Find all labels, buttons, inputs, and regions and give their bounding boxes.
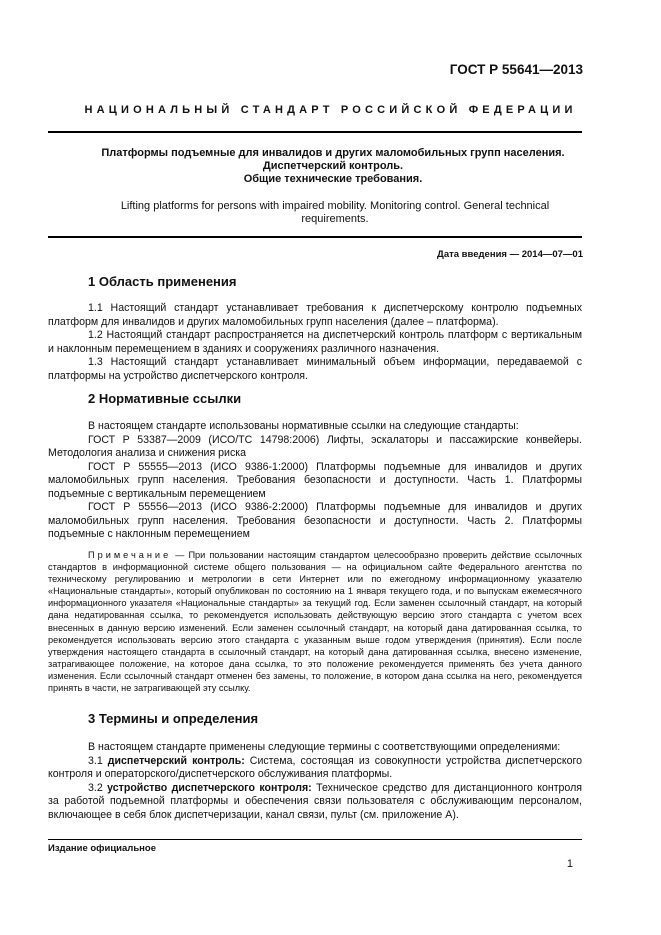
- term-3-1-number: 3.1: [88, 754, 108, 767]
- title-ru-line-3: Общие технические требования.: [243, 173, 423, 185]
- section-2-heading: 2 Нормативные ссылки: [88, 391, 242, 406]
- clause-1-2: 1.2 Настоящий стандарт распространяется на диспетчерский контроль платформ с вертикальным и наклонным перемещением в зданиях и сооружениях различного назначения.: [48, 329, 582, 355]
- title-english: [90, 200, 580, 226]
- section-3-body: [48, 741, 582, 822]
- reference-gost-55556: ГОСТ Р 55556—2013 (ИСО 9386-2:2000) Платформы подъемные для инвалидов и других маломобильных групп населения. Требования безопасности и доступности. Часть 2. Платформы подъемные с наклонным перемещением: [48, 501, 582, 540]
- title-en-line-1: Lifting platforms for persons with impaired mobility. Monitoring control. General technical: [120, 200, 550, 212]
- section-1-body: [48, 302, 582, 383]
- note-label: Примечание: [88, 550, 172, 560]
- footer-divider: [48, 839, 582, 840]
- document-code: ГОСТ Р 55641—2013: [449, 62, 583, 77]
- section-3-heading: 3 Термины и определения: [88, 711, 259, 726]
- title-divider: [48, 236, 582, 238]
- terms-intro: В настоящем стандарте применены следующие термины с соответствующими определениями:: [88, 741, 561, 753]
- top-divider: [48, 131, 582, 133]
- term-3-2: [48, 782, 582, 823]
- reference-gost-55555: ГОСТ Р 55555—2013 (ИСО 9386-1:2000) Платформы подъемные для инвалидов и других маломобильных групп населения. Требования безопасности и доступности. Часть 1. Платформы подъемные с вертикальным перемещением: [48, 460, 582, 500]
- title-ru-line-1: Платформы подъемные для инвалидов и других маломобильных групп населения.: [101, 147, 565, 159]
- references-note: [48, 549, 582, 694]
- term-3-1-definition: Система, состоящая из совокупности устройства диспетчерского контроля и операторского/диспетчерского обслуживания платформы.: [48, 754, 582, 780]
- term-3-2-number: 3.2: [88, 781, 108, 794]
- reference-gost-53387: ГОСТ Р 53387—2009 (ИСО/ТС 14798:2006) Лифты, эскалаторы и пассажирские конвейеры. Методология анализа и снижения риска: [48, 433, 582, 459]
- title-en-line-2: requirements.: [301, 213, 369, 225]
- section-2-body: [48, 420, 582, 542]
- term-3-2-definition: Техническое средство для дистанционного контроля за работой подъемной платформы и обеспечения связи пользователя с обслуживающим персоналом, включающее в себя блок диспетчеризации, канал связи, пульт (см. приложение А).: [48, 781, 583, 821]
- section-1-heading: 1 Область применения: [88, 274, 237, 289]
- term-3-1-name: диспетчерский контроль:: [107, 754, 245, 767]
- official-edition-label: Издание официальное: [48, 843, 156, 854]
- introduction-date: Дата введения — 2014—07—01: [437, 249, 583, 260]
- national-standard-banner: НАЦИОНАЛЬНЫЙ СТАНДАРТ РОССИЙСКОЙ ФЕДЕРАЦИИ: [84, 104, 577, 116]
- term-3-2-name: устройство диспетчерского контроля:: [107, 781, 312, 794]
- title-russian: [60, 147, 606, 186]
- references-intro: В настоящем стандарте использованы нормативные ссылки на следующие стандарты:: [88, 420, 519, 432]
- page-number: 1: [566, 858, 573, 870]
- note-text: — При пользовании настоящим стандартом целесообразно проверить действие ссылочных стандартов в информационной системе общего пользования — на официальном сайте Федерального агентства по техническому регулированию и метрологии в сети Интернет или по ежегодному информационному указателю «Национальные стандарты», который опубликован по состоянию на 1 января текущего года, и по выпускам ежемесячного информационного указателя «Национальные стандарты» за текущий год. Если заменен ссылочный стандарт, на который дана недатированная ссылка, то рекомендуется использовать действующую версию этого стандарта с учетом всех внесенных в данную версию изменений. Если заменен ссылочный стандарт, на который дана датированная ссылка, то рекомендуется использовать версию этого стандарта с указанным выше годом утверждения (принятия). Если после утверждения настоящего стандарта в ссылочный стандарт, на который дана датированная ссылка, внесено изменение, затрагивающее положение, на которое дана ссылка, то это положение рекомендуется применять без учета данного изменения. Если ссылочный стандарт отменен без замены, то положение, в котором дана ссылка на него, рекомендуется принять в части, не затрагивающей эту ссылку.: [48, 550, 582, 694]
- clause-1-1: 1.1 Настоящий стандарт устанавливает требования к диспетчерскому контролю подъемных платформ для инвалидов и других маломобильных групп населения (далее – платформа).: [48, 302, 582, 328]
- clause-1-3: 1.3 Настоящий стандарт устанавливает минимальный объем информации, передаваемой с платформы на устройство диспетчерского контроля.: [48, 356, 582, 382]
- term-3-1: [48, 755, 582, 782]
- title-ru-line-2: Диспетчерский контроль.: [262, 160, 404, 172]
